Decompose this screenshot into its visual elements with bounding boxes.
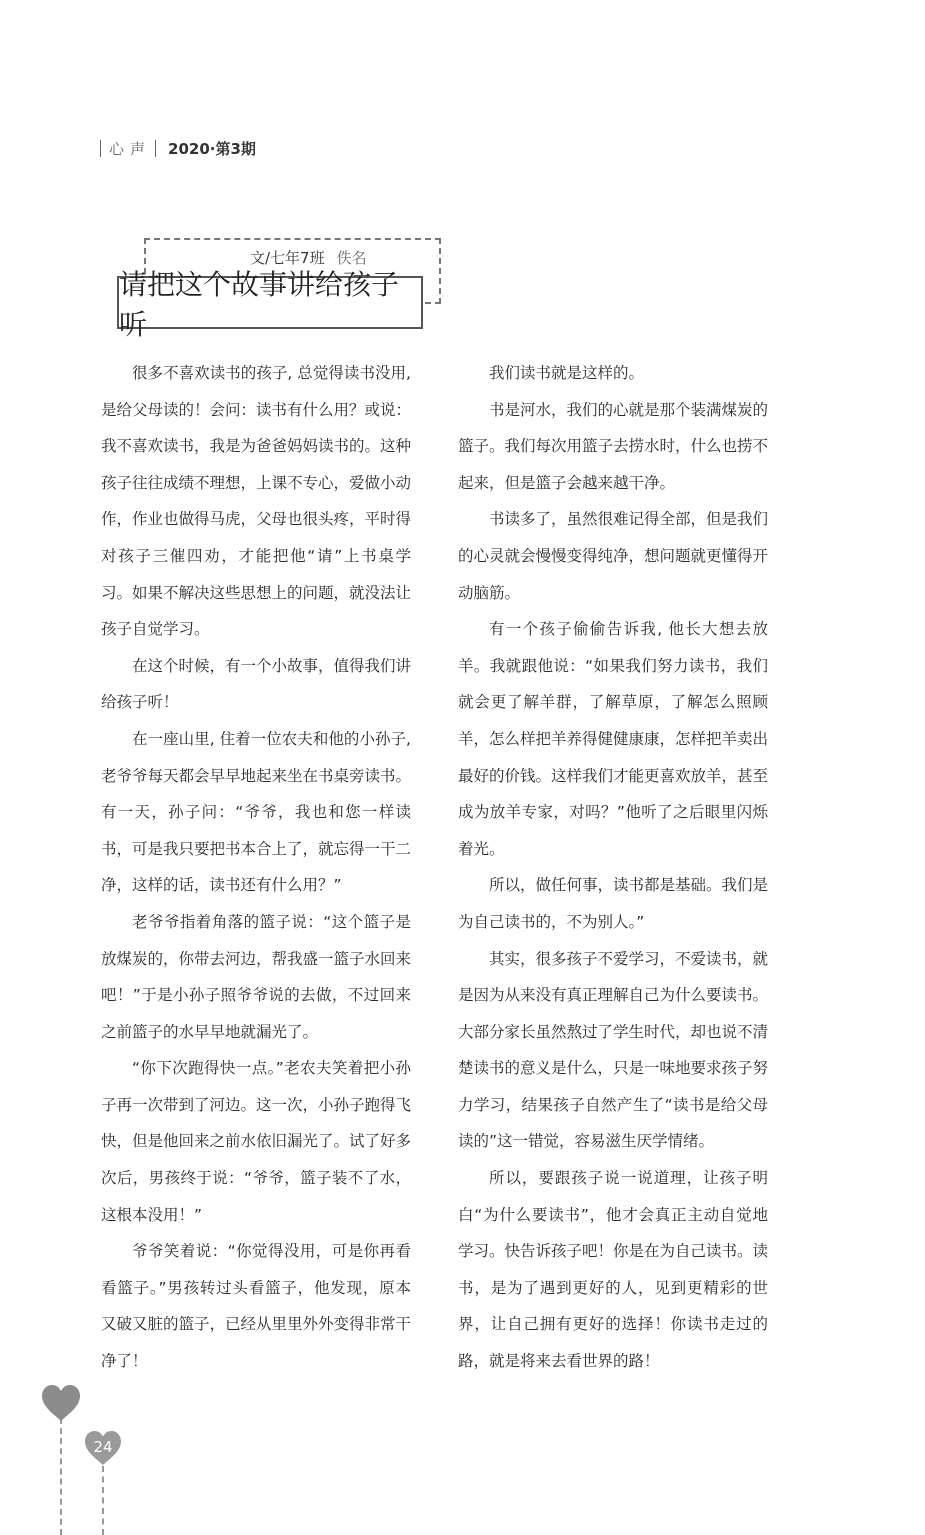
magazine-name: 心声 (109, 140, 152, 158)
paragraph: 所以，做任何事，读书都是基础。我们是为自己读书的，不为别人。” (458, 876, 769, 931)
paragraph: 书读多了，虽然很难记得全部，但是我们的心灵就会慢慢变得纯净，想问题就更懂得开动脑筋。 (458, 510, 769, 602)
article-title: 请把这个故事讲给孩子听 (117, 276, 423, 329)
header-divider (155, 140, 156, 157)
paragraph: 爷爷笑着说：“你觉得没用，可是你再看看篮子。”男孩转过头看篮子，他发现，原本又破又脏的篮子，已经从里里外外变得非常干净了！ (101, 1242, 412, 1371)
heart-icon (41, 1384, 81, 1422)
paragraph: 在这个时候，有一个小故事，值得我们讲给孩子听！ (101, 656, 412, 712)
running-header (100, 138, 256, 159)
paragraph: 老爷爷指着角落的篮子说：“这个篮子是放煤炭的，你带去河边，帮我盛一篮子水回来吧！”于是小孙子照爷爷说的去做，不过回来之前篮子的水早早地就漏光了。 (101, 912, 412, 1041)
left-column (101, 355, 411, 1380)
paragraph: 有一个孩子偷偷告诉我, 他长大想去放羊。我就跟他说：“如果我们努力读书，我们就会更了解羊群，了解草原，了解怎么照顾羊，怎么样把羊养得健健康康，怎样把羊卖出最好的价钱。这样我们才能更喜欢放羊，甚至成为放羊专家，对吗？”他听了之后眼里闪烁着光。 (458, 620, 769, 858)
page-number: 24 (93, 1438, 113, 1456)
header-divider (100, 140, 101, 157)
paragraph: 我们读书就是这样的。 (489, 364, 645, 382)
issue-label: 2020·第3期 (168, 140, 256, 158)
paragraph: 书是河水，我们的心就是那个装满煤炭的篮子。我们每次用篮子去捞水时，什么也捞不起来，但是篮子会越来越干净。 (458, 400, 769, 492)
paragraph: 所以，要跟孩子说一说道理，让孩子明白“为什么要读书”，他才会真正主动自觉地学习。快告诉孩子吧！你是在为自己读书。读书，是为了遇到更好的人，见到更精彩的世界，让自己拥有更好的选择！你读书走过的路，就是将来去看世界的路！ (458, 1169, 769, 1371)
paragraph: 在一座山里, 住着一位农夫和他的小孙子, 老爷爷每天都会早早地起来坐在书桌旁读书。有一天，孙子问：“爷爷，我也和您一样读书，可是我只要把书本合上了，就忘得一干二净，这样的话，读书还有什么用？” (101, 729, 412, 895)
paragraph: 很多不喜欢读书的孩子, 总觉得读书没用, 是给父母读的！会问：读书有什么用？或说：我不喜欢读书，我是为爸爸妈妈读书的。这种孩子往往成绩不理想，上课不专心，爱做小动作，作业也做得马虎，父母也很头疼，平时得对孩子三催四劝，才能把他“请”上书桌学习。如果不解决这些思想上的问题，就没法让孩子自觉学习。 (101, 364, 412, 639)
dashed-line-right (102, 1466, 104, 1535)
right-column (458, 355, 768, 1380)
byline-class: 文/七年7班 (250, 249, 325, 267)
author-name: 佚名 (336, 249, 367, 267)
paragraph: “你下次跑得快一点。”老农夫笑着把小孙子再一次带到了河边。这一次，小孙子跑得飞快，但是他回来之前水依旧漏光了。试了好多次后，男孩终于说：“爷爷，篮子装不了水，这根本没用！” (101, 1059, 412, 1224)
paragraph: 其实，很多孩子不爱学习，不爱读书，就是因为从来没有真正理解自己为什么要读书。大部分家长虽然熬过了学生时代，却也说不清楚读书的意义是什么，只是一味地要求孩子努力学习，结果孩子自然产生了“读书是给父母读的”这一错觉，容易滋生厌学情绪。 (458, 949, 769, 1151)
dashed-line-left (60, 1418, 62, 1535)
